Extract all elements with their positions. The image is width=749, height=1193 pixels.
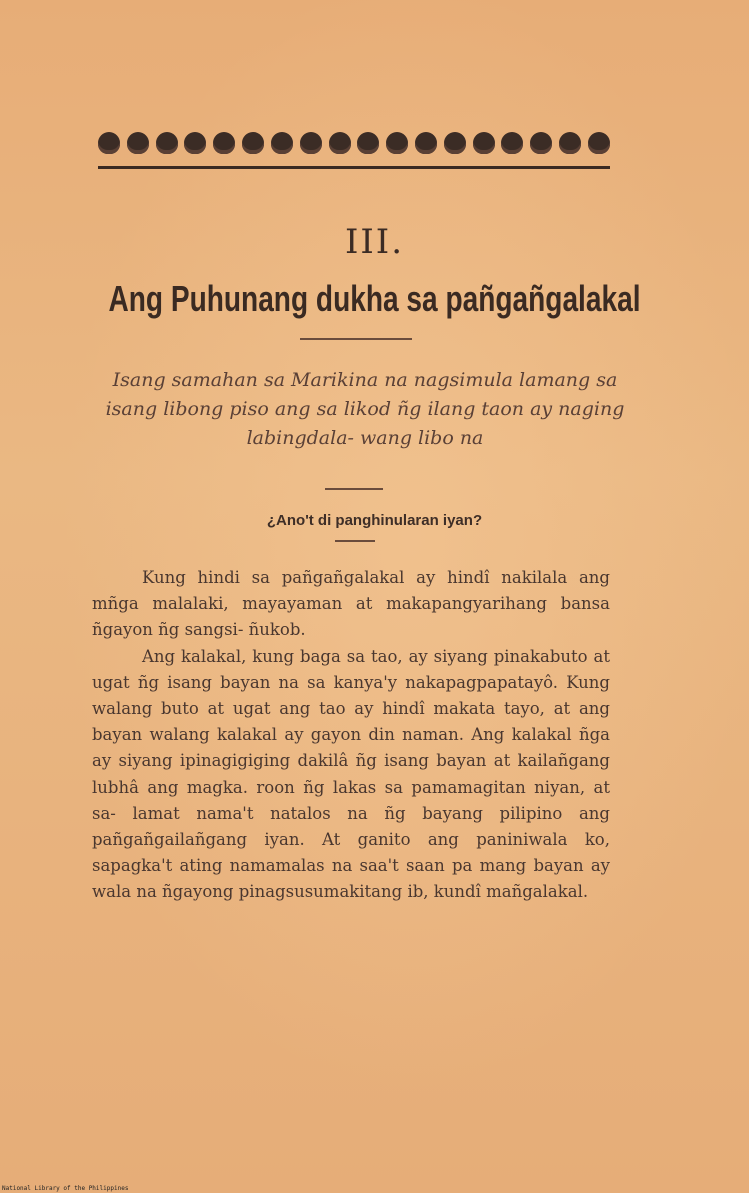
ornament-icon	[473, 132, 495, 154]
chapter-number: III.	[344, 222, 405, 262]
ornament-icon	[501, 132, 523, 154]
decorative-border	[98, 128, 610, 169]
ornament-icon	[271, 132, 293, 154]
ornament-icon	[98, 132, 120, 154]
divider	[300, 338, 412, 340]
paragraph: Kung hindi sa pañgañgalakal ay hindî nakilala ang mñga malalaki, mayayaman at makapangyarihang bansa ñgayon ñg sangsi- ñukob.	[92, 568, 610, 640]
paragraph: Ang kalakal, kung baga sa tao, ay siyang pinakabuto at ugat ñg isang bayan na sa kanya'y nakapagpapatayô. Kung walang buto at ugat ang tao ay hindî makata tayo, at ang bayan walang kalakal ay gayon din naman. Ang kalakal ñga ay siyang ipinagigiging dakilâ ñg isang bayan at kailañgang lubhâ ang magka. roon ñg lakas sa pamamagitan niyan, at sa- lamat nama't natalos na ñg bayang pilipino ang pañgañgailañgang iyan. At ganito ang paniniwala ko, sapagka't ating namamalas na saa't saan pa mang bayan ay wala na ñgayong pinagsusumakitang ib, kundî mañgalakal.	[92, 646, 610, 902]
library-credit: National Library of the Philippines	[2, 1185, 129, 1192]
ornament-icon	[242, 132, 264, 154]
ornament-icon	[386, 132, 408, 154]
chapter-title: Ang Puhunang dukha sa pañgañgalakal	[108, 278, 641, 319]
ornament-icon	[588, 132, 610, 154]
ornament-icon	[444, 132, 466, 154]
ornament-icon	[415, 132, 437, 154]
ornament-icon	[357, 132, 379, 154]
ornament-icon	[530, 132, 552, 154]
ornament-icon	[300, 132, 322, 154]
epigraph: Isang samahan sa Marikina na nagsimula lamang sa isang libong piso ang sa likod ñg ilang taon ay naging labingdala- wang libo na	[105, 369, 625, 449]
ornament-icon	[329, 132, 351, 154]
ornament-icon	[559, 132, 581, 154]
ornament-icon	[184, 132, 206, 154]
ornament-icon	[213, 132, 235, 154]
section-question: ¿Ano't di panghinularan iyan?	[266, 512, 483, 529]
divider	[335, 540, 375, 542]
ornament-icon	[127, 132, 149, 154]
divider	[325, 488, 383, 490]
body-text	[92, 565, 610, 906]
ornament-icon	[156, 132, 178, 154]
